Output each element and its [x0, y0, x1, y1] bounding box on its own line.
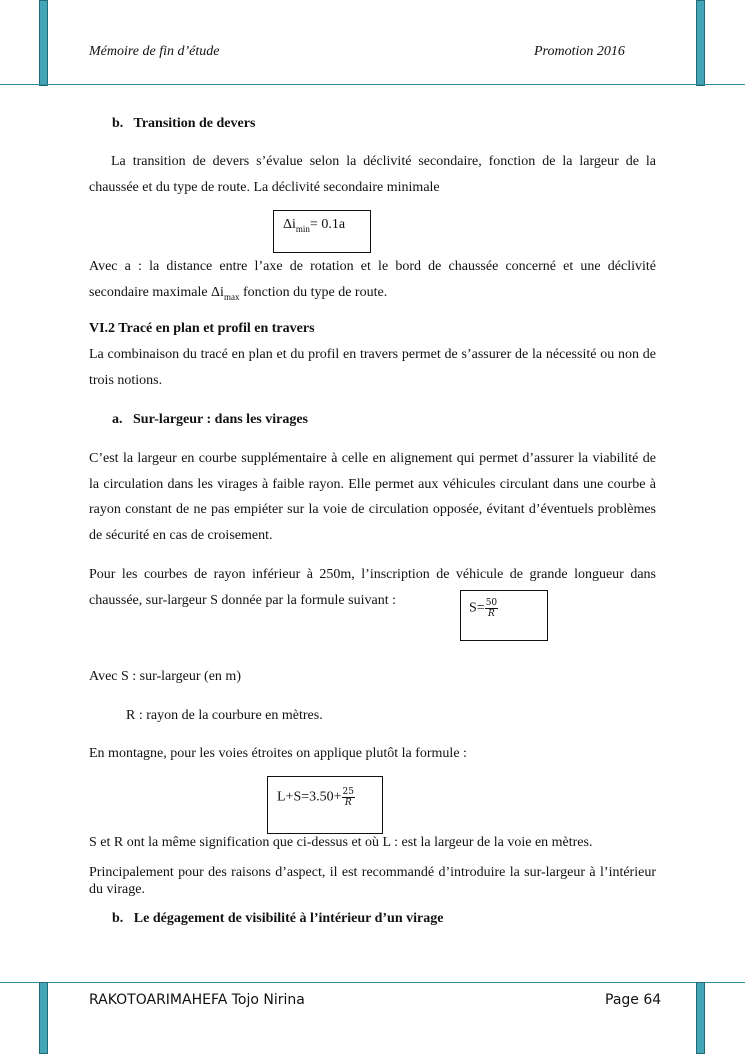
section-title: Sur-largeur : dans les virages [133, 412, 308, 427]
avec-a-text: Avec a : la distance entre l’axe de rotation et le bord de chaussée concerné et une déclivité secondaire maximale Δi [89, 259, 656, 300]
formula-box-delta-i [273, 210, 371, 253]
paragraph-avec-a [89, 254, 656, 310]
paragraph-principalement: Principalement pour des raisons d’aspect, il est recommandé d’introduire la sur-largeur à l’intérieur du virage. [89, 865, 656, 897]
formula-ls-fraction [342, 787, 355, 808]
avec-a-sub: max [223, 291, 240, 302]
formula-delta: Δi [283, 217, 296, 232]
avec-a-end: fonction du type de route. [239, 284, 388, 300]
formula-s-lhs: S= [469, 600, 485, 616]
paragraph-transition: La transition de devers s’évalue selon la déclivité secondaire, fonction de la largeur de la chaussée et du type de route. La déclivité secondaire minimale [89, 154, 656, 195]
text-r-definition: R : rayon de la courbure en mètres. [126, 708, 323, 723]
footer-rule [0, 982, 745, 983]
paragraph-vi2: La combinaison du tracé en plan et du profil en travers permet de s’assurer de la nécessité ou non de trois notions. [89, 347, 656, 388]
header-left-text: Mémoire de fin d’étude [89, 44, 220, 59]
footer-page-number: Page 64 [605, 992, 662, 1008]
formula-box-s [460, 590, 548, 641]
formula-box-ls [267, 776, 383, 834]
header-right-text: Promotion 2016 [534, 44, 625, 59]
formula-sub-min: min [295, 223, 310, 234]
section-label: b. [112, 116, 124, 131]
formula-rest: = 0.1a [309, 217, 346, 232]
header-right-bar [696, 0, 705, 86]
text-montagne: En montagne, pour les voies étroites on applique plutôt la formule : [89, 746, 467, 761]
section-label: b. [112, 911, 124, 926]
header-rule [0, 84, 745, 85]
section-heading-degagement [112, 911, 443, 927]
section-label: a. [112, 412, 123, 427]
section-title: Le dégagement de visibilité à l’intérieur d’un virage [133, 911, 444, 926]
section-heading-sur-largeur [112, 412, 308, 428]
fraction-numerator: 50 [485, 598, 498, 608]
text-avec-s: Avec S : sur-largeur (en m) [89, 669, 241, 684]
footer-left-bar [39, 982, 48, 1054]
paragraph-sur-largeur-1: C’est la largeur en courbe supplémentaire à celle en alignement qui permet d’assurer la viabilité de la circulation dans les virages à faible rayon. Elle permet aux véhicules circulant dans une courbe à rayon constant de ne pas empiéter sur la voie de circulation opposée, évitant d’éventuels problèmes de sécurité en cas de croisement. [89, 451, 656, 543]
formula-ls-lhs: L+S=3.50+ [277, 789, 342, 805]
fraction-denominator: R [488, 609, 495, 619]
section-title: Transition de devers [133, 116, 256, 131]
formula-s-fraction [485, 598, 498, 619]
footer-author: RAKOTOARIMAHEFA Tojo Nirina [89, 992, 305, 1008]
section-heading-vi2: VI.2 Tracé en plan et profil en travers [89, 321, 315, 336]
footer-right-bar [696, 982, 705, 1054]
paragraph-sur-largeur-2: Pour les courbes de rayon inférieur à 250m, l’inscription de véhicule de grande longueur dans chaussée, sur-largeur S donnée par la formule suivant : [89, 567, 656, 608]
text-s-et-r: S et R ont la même signification que ci-dessus et où L : est la largeur de la voie en mètres. [89, 835, 593, 850]
header-left-bar [39, 0, 48, 86]
fraction-denominator: R [344, 798, 352, 808]
fraction-numerator: 25 [342, 787, 354, 797]
section-heading-transition [112, 116, 255, 132]
